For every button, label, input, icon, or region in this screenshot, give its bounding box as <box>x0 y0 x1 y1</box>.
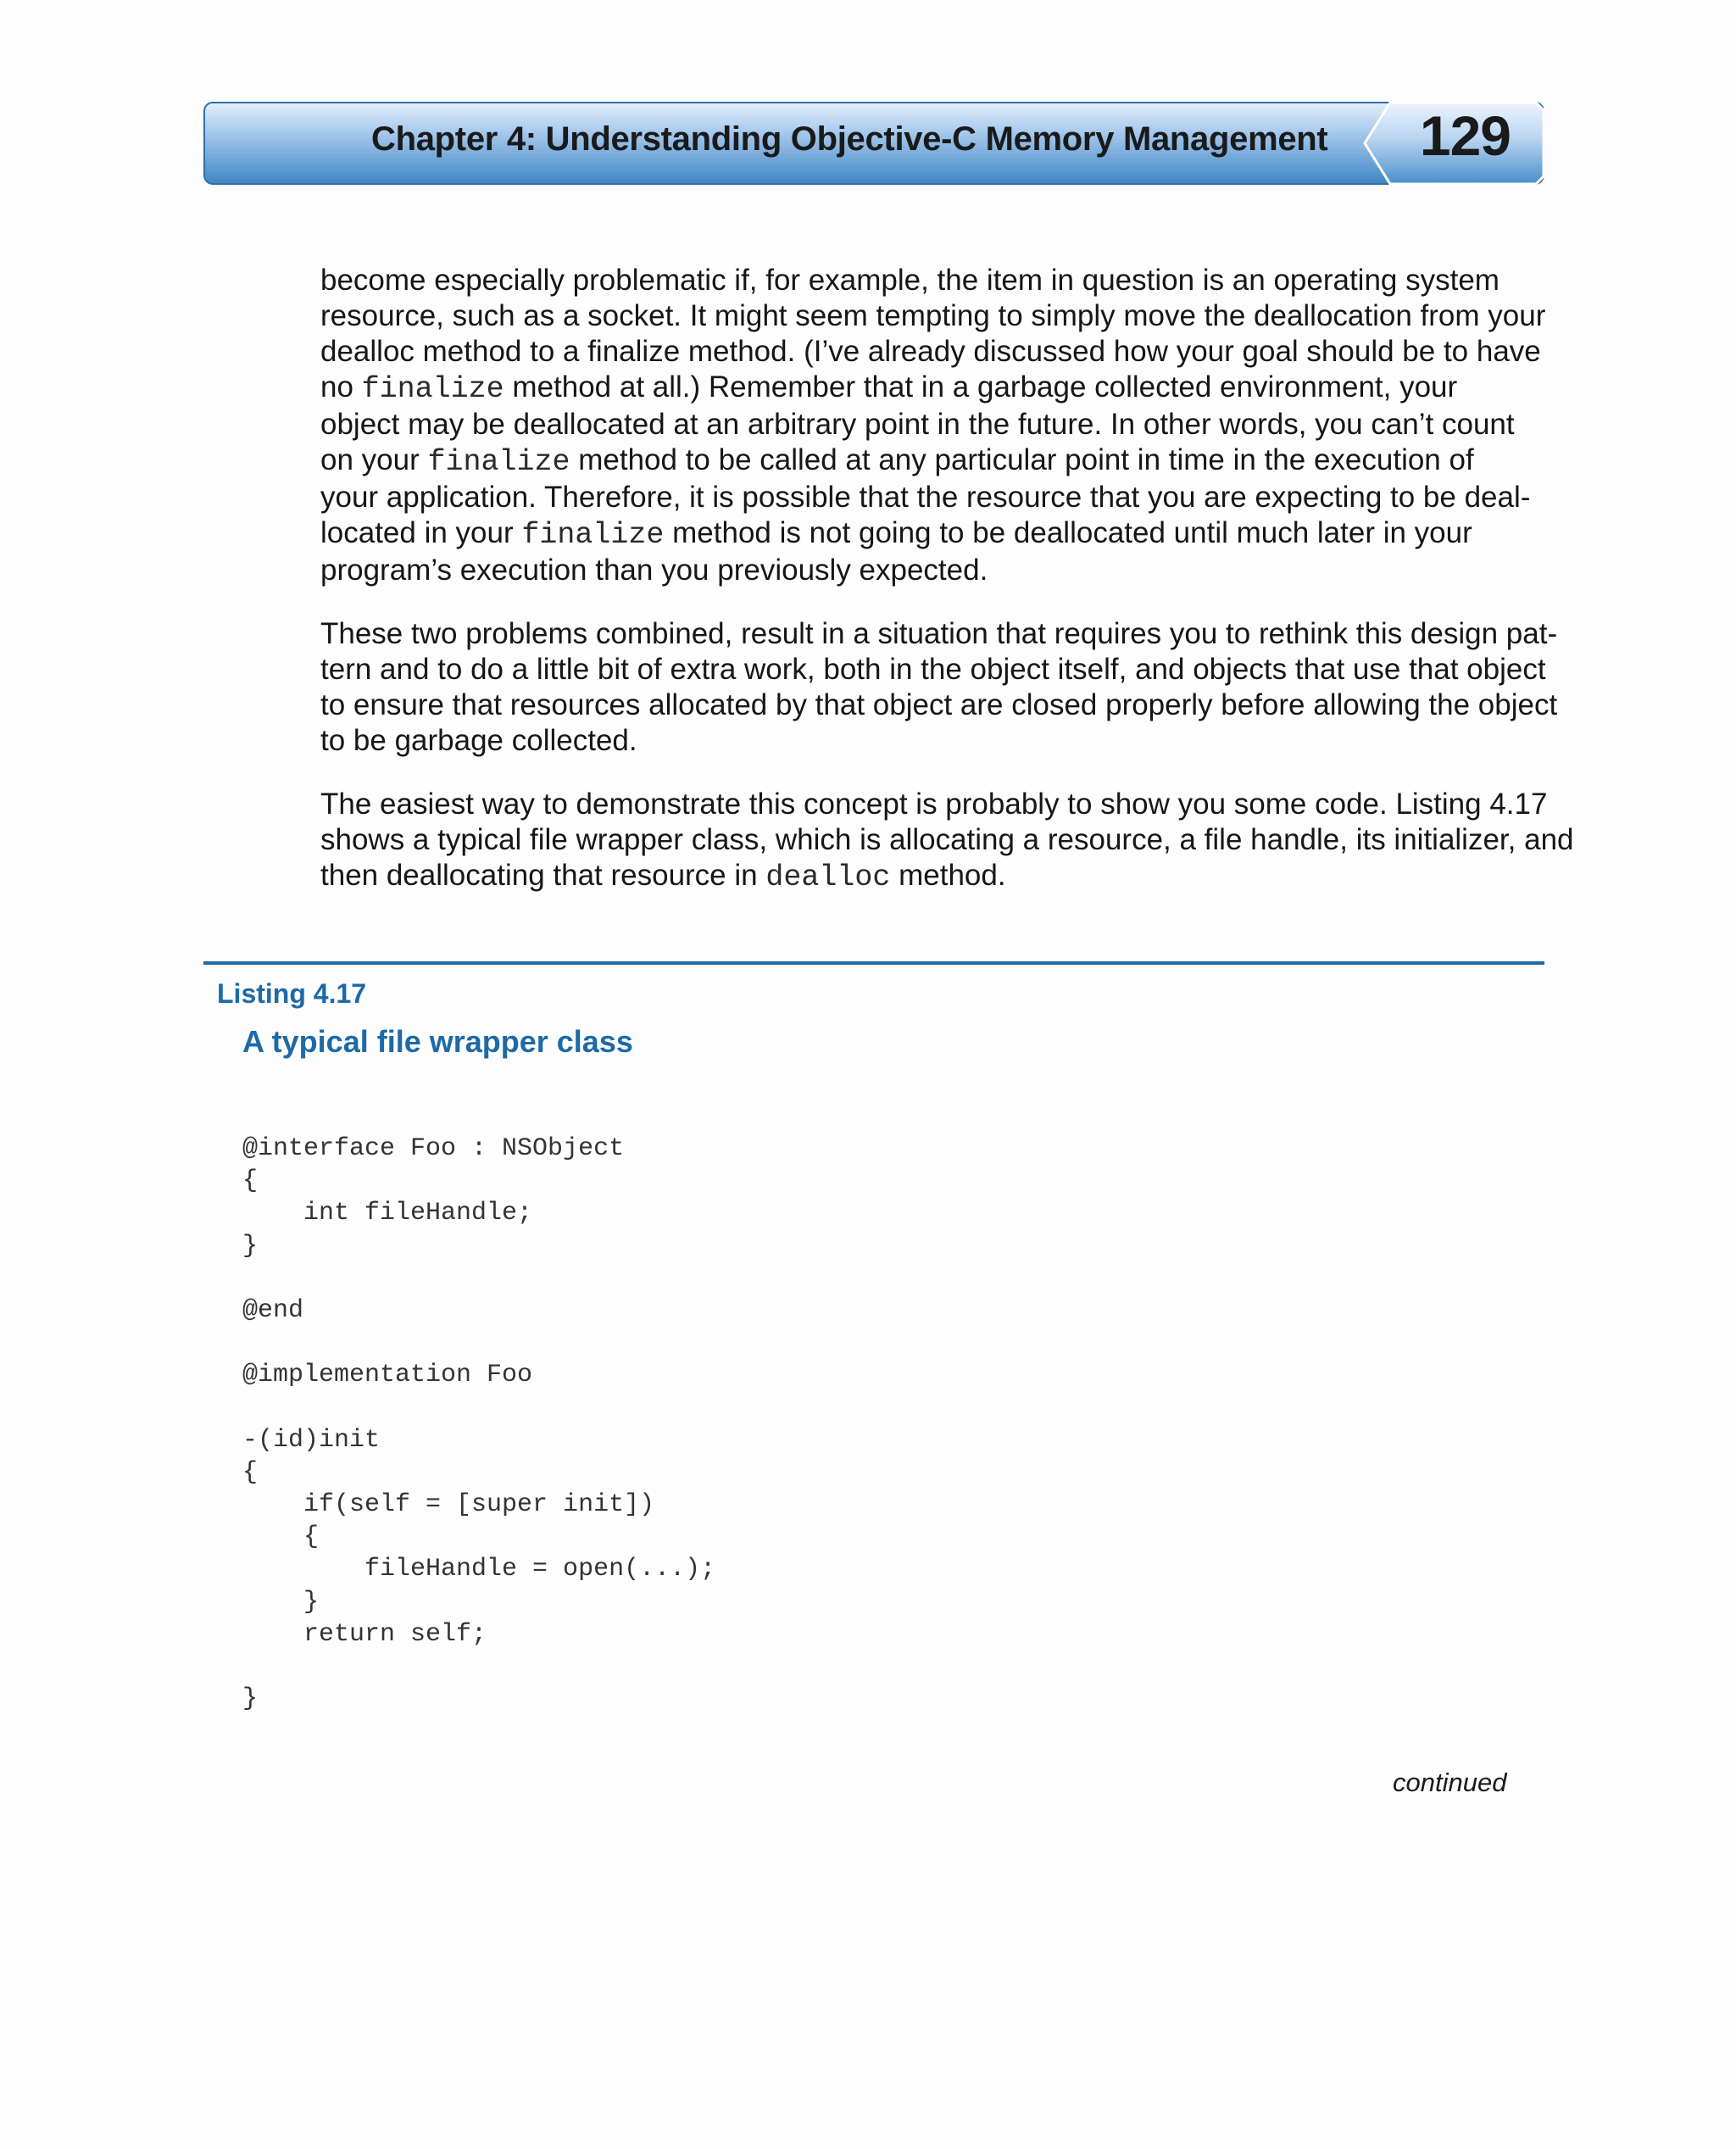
p1-line-post: method at all.) Remember that in a garbage collected environment, your <box>504 370 1458 404</box>
code-line: if(self = [super init]) <box>242 1490 655 1520</box>
code-line: } <box>242 1684 259 1714</box>
code-line: @end <box>242 1295 304 1325</box>
code-line: { <box>242 1523 320 1552</box>
paragraph-1 <box>320 263 1550 588</box>
p2-line: tern and to do a little bit of extra work, both in the object itself, and objects that use that object <box>320 653 1546 686</box>
page-number: 129 <box>1419 104 1511 167</box>
p3-line-1: The easiest way to demonstrate this concept is probably to show you some code. Listing 4.17 <box>320 788 1548 821</box>
inline-code-dealloc: dealloc <box>765 860 891 894</box>
code-line: } <box>242 1231 259 1261</box>
code-line: { <box>242 1166 259 1196</box>
code-line: } <box>242 1587 320 1617</box>
code-line: return self; <box>242 1619 487 1649</box>
p2-line: These two problems combined, result in a situation that requires you to rethink this design pat- <box>320 617 1558 650</box>
listing-divider <box>203 961 1544 965</box>
code-line <box>242 1392 715 1424</box>
body-text <box>320 263 1574 923</box>
code-listing <box>242 1133 715 1715</box>
listing-title: A typical file wrapper class <box>242 1024 633 1059</box>
p3-line-3-pre: then deallocating that resource in <box>320 859 766 892</box>
code-line <box>242 1651 715 1683</box>
listing-label: Listing 4.17 <box>217 978 367 1009</box>
inline-code-finalize: finalize <box>361 372 504 406</box>
paragraph-3 <box>320 787 1574 895</box>
p1-line-pre: no <box>320 370 362 404</box>
code-line: fileHandle = open(...); <box>242 1555 716 1584</box>
inline-code-finalize: finalize <box>521 518 665 552</box>
p1-line-post: method to be called at any particular point in time in the execution of <box>570 443 1474 476</box>
p2-line: to be garbage collected. <box>320 724 637 757</box>
code-line: @interface Foo : NSObject <box>242 1134 625 1163</box>
p1-line: your application. Therefore, it is possible that the resource that you are expecting to be deal- <box>320 481 1531 514</box>
p1-line: resource, such as a socket. It might seem tempting to simply move the deallocation from your <box>320 299 1546 332</box>
p1-line-pre: on your <box>320 443 428 476</box>
code-line <box>242 1262 715 1294</box>
code-line <box>242 1327 715 1359</box>
p2-line: to ensure that resources allocated by that object are closed properly before allowing the object <box>320 688 1558 721</box>
chapter-header-banner <box>203 102 1544 185</box>
chapter-title: Chapter 4: Understanding Objective-C Memory Management <box>371 120 1328 158</box>
continued-note: continued <box>1393 1768 1507 1797</box>
p1-line-post: method is not going to be deallocated until much later in your <box>664 516 1472 549</box>
code-line: @implementation Foo <box>242 1361 533 1390</box>
p1-line: program’s execution than you previously expected. <box>320 554 988 587</box>
code-line: int fileHandle; <box>242 1199 533 1228</box>
p1-line: dealloc method to a finalize method. (I’ve already discussed how your goal should be to have <box>320 335 1541 368</box>
paragraph-2 <box>320 616 1558 759</box>
p3-line-2: shows a typical file wrapper class, which is allocating a resource, a file handle, its initializer, and <box>320 823 1574 856</box>
p3-line-3-post: method. <box>890 859 1006 892</box>
p1-line: object may be deallocated at an arbitrary point in the future. In other words, you can’t count <box>320 408 1515 441</box>
code-line: -(id)init <box>242 1425 381 1455</box>
p1-line-pre: located in your <box>320 516 522 549</box>
p1-line: become especially problematic if, for example, the item in question is an operating system <box>320 264 1500 297</box>
inline-code-finalize: finalize <box>427 445 570 479</box>
code-line: { <box>242 1457 259 1487</box>
